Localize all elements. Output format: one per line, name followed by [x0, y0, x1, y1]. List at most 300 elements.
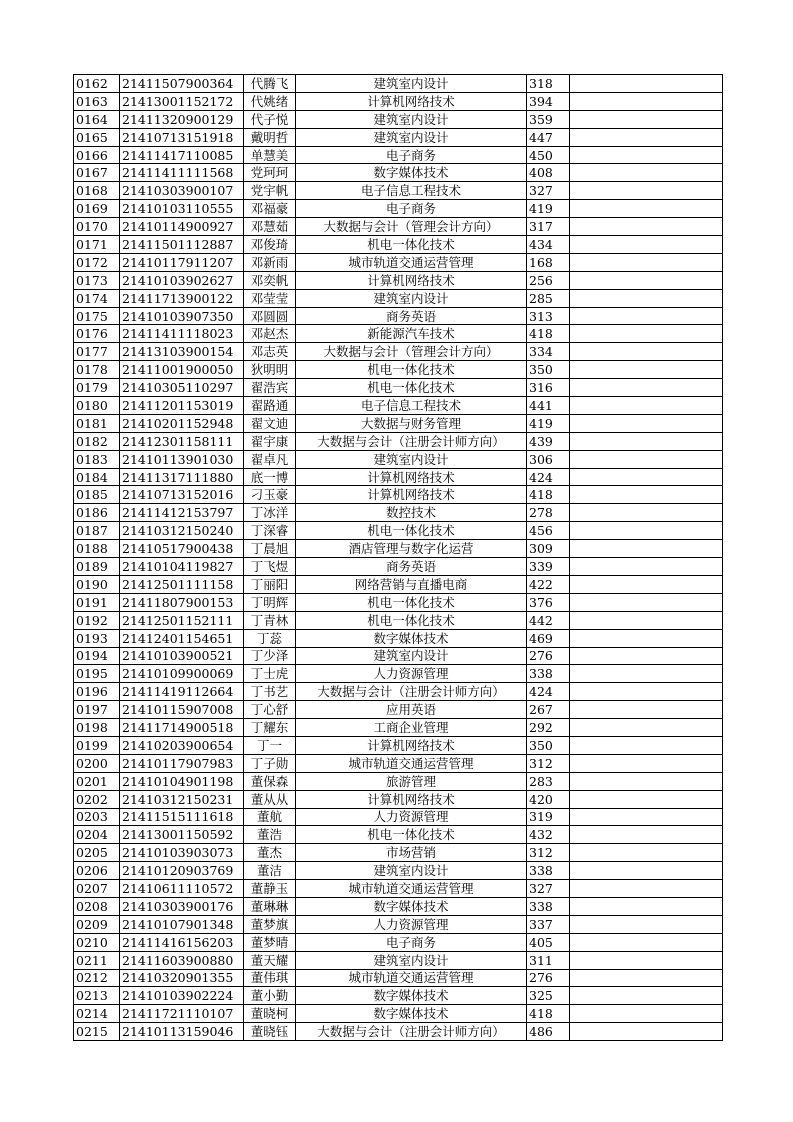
seq-number-cell: 0162: [74, 75, 120, 93]
seq-number-cell: 0180: [74, 397, 120, 415]
table-row: [74, 343, 723, 361]
table-row: [74, 522, 723, 540]
table-row: [74, 915, 723, 933]
major-cell: 大数据与会计（注册会计师方向）: [296, 432, 527, 450]
candidate-id-cell: 21412501152111: [120, 611, 244, 629]
student-name-cell: 董天耀: [244, 951, 296, 969]
candidate-id-cell: 21410103902224: [120, 987, 244, 1005]
table-row: [74, 951, 723, 969]
student-name-cell: 邓志英: [244, 343, 296, 361]
candidate-id-cell: 21411713900122: [120, 289, 244, 307]
seq-number-cell: 0200: [74, 754, 120, 772]
score-cell: 338: [527, 862, 570, 880]
candidate-id-cell: 21413103900154: [120, 343, 244, 361]
note-cell: [570, 719, 723, 737]
table-row: [74, 75, 723, 93]
major-cell: 建筑室内设计: [296, 128, 527, 146]
note-cell: [570, 540, 723, 558]
score-cell: 306: [527, 450, 570, 468]
table-row: [74, 146, 723, 164]
table-row: [74, 683, 723, 701]
table-row: [74, 880, 723, 898]
table-row: [74, 236, 723, 254]
score-cell: 420: [527, 790, 570, 808]
student-name-cell: 翟卓凡: [244, 450, 296, 468]
note-cell: [570, 432, 723, 450]
major-cell: 电子商务: [296, 200, 527, 218]
note-cell: [570, 772, 723, 790]
student-name-cell: 丁明辉: [244, 593, 296, 611]
candidate-id-cell: 21410303900107: [120, 182, 244, 200]
seq-number-cell: 0194: [74, 647, 120, 665]
score-cell: 405: [527, 933, 570, 951]
candidate-id-cell: 21410312150231: [120, 790, 244, 808]
score-cell: 267: [527, 701, 570, 719]
seq-number-cell: 0170: [74, 218, 120, 236]
student-name-cell: 代腾飞: [244, 75, 296, 93]
note-cell: [570, 486, 723, 504]
candidate-id-cell: 21411416156203: [120, 933, 244, 951]
student-name-cell: 丁子勋: [244, 754, 296, 772]
student-name-cell: 董杰: [244, 844, 296, 862]
table-row: [74, 450, 723, 468]
score-cell: 422: [527, 575, 570, 593]
score-cell: 276: [527, 647, 570, 665]
major-cell: 酒店管理与数字化运营: [296, 540, 527, 558]
table-row: [74, 736, 723, 754]
table-row: [74, 969, 723, 987]
note-cell: [570, 951, 723, 969]
candidate-id-cell: 21410103110555: [120, 200, 244, 218]
student-name-cell: 邓福豪: [244, 200, 296, 218]
student-name-cell: 董静玉: [244, 880, 296, 898]
major-cell: 机电一体化技术: [296, 379, 527, 397]
table-row: [74, 1023, 723, 1041]
note-cell: [570, 593, 723, 611]
student-name-cell: 丁青林: [244, 611, 296, 629]
student-name-cell: 董洁: [244, 862, 296, 880]
major-cell: 数控技术: [296, 504, 527, 522]
student-name-cell: 董琳琳: [244, 897, 296, 915]
candidate-id-cell: 21410305110297: [120, 379, 244, 397]
major-cell: 大数据与会计（注册会计师方向）: [296, 683, 527, 701]
seq-number-cell: 0212: [74, 969, 120, 987]
major-cell: 大数据与财务管理: [296, 414, 527, 432]
major-cell: 计算机网络技术: [296, 271, 527, 289]
candidate-id-cell: 21410713151918: [120, 128, 244, 146]
seq-number-cell: 0184: [74, 468, 120, 486]
note-cell: [570, 629, 723, 647]
table-row: [74, 128, 723, 146]
table-body: [74, 75, 723, 1041]
note-cell: [570, 343, 723, 361]
candidate-id-cell: 21410113901030: [120, 450, 244, 468]
student-name-cell: 董梦旗: [244, 915, 296, 933]
score-cell: 327: [527, 182, 570, 200]
major-cell: 建筑室内设计: [296, 450, 527, 468]
table-row: [74, 647, 723, 665]
major-cell: 电子商务: [296, 146, 527, 164]
score-cell: 334: [527, 343, 570, 361]
student-name-cell: 董浩: [244, 826, 296, 844]
major-cell: 电子商务: [296, 933, 527, 951]
major-cell: 城市轨道交通运营管理: [296, 253, 527, 271]
table-row: [74, 414, 723, 432]
candidate-id-cell: 21411001900050: [120, 361, 244, 379]
seq-number-cell: 0182: [74, 432, 120, 450]
candidate-id-cell: 21410713152016: [120, 486, 244, 504]
score-cell: 359: [527, 110, 570, 128]
candidate-id-cell: 21410517900438: [120, 540, 244, 558]
table-row: [74, 933, 723, 951]
note-cell: [570, 379, 723, 397]
score-cell: 283: [527, 772, 570, 790]
student-name-cell: 丁心舒: [244, 701, 296, 719]
major-cell: 网络营销与直播电商: [296, 575, 527, 593]
seq-number-cell: 0203: [74, 808, 120, 826]
score-cell: 424: [527, 468, 570, 486]
seq-number-cell: 0176: [74, 325, 120, 343]
score-cell: 486: [527, 1023, 570, 1041]
note-cell: [570, 253, 723, 271]
seq-number-cell: 0207: [74, 880, 120, 898]
seq-number-cell: 0211: [74, 951, 120, 969]
seq-number-cell: 0189: [74, 558, 120, 576]
score-cell: 312: [527, 754, 570, 772]
note-cell: [570, 397, 723, 415]
candidate-id-cell: 21412401154651: [120, 629, 244, 647]
candidate-id-cell: 21410120903769: [120, 862, 244, 880]
candidate-id-cell: 21410103903073: [120, 844, 244, 862]
candidate-id-cell: 21411317111880: [120, 468, 244, 486]
candidate-id-cell: 21411507900364: [120, 75, 244, 93]
note-cell: [570, 1023, 723, 1041]
seq-number-cell: 0167: [74, 164, 120, 182]
candidate-id-cell: 21410117907983: [120, 754, 244, 772]
note-cell: [570, 915, 723, 933]
table-row: [74, 504, 723, 522]
seq-number-cell: 0198: [74, 719, 120, 737]
seq-number-cell: 0197: [74, 701, 120, 719]
score-cell: 450: [527, 146, 570, 164]
candidate-id-cell: 21411714900518: [120, 719, 244, 737]
table-row: [74, 307, 723, 325]
student-name-cell: 邓俊琦: [244, 236, 296, 254]
table-row: [74, 271, 723, 289]
score-cell: 418: [527, 1005, 570, 1023]
student-name-cell: 邓慧茹: [244, 218, 296, 236]
student-name-cell: 丁耀东: [244, 719, 296, 737]
table-row: [74, 397, 723, 415]
score-cell: 338: [527, 897, 570, 915]
seq-number-cell: 0178: [74, 361, 120, 379]
student-name-cell: 翟路通: [244, 397, 296, 415]
major-cell: 商务英语: [296, 558, 527, 576]
note-cell: [570, 575, 723, 593]
score-cell: 418: [527, 325, 570, 343]
score-cell: 292: [527, 719, 570, 737]
candidate-id-cell: 21410312150240: [120, 522, 244, 540]
table-row: [74, 611, 723, 629]
major-cell: 旅游管理: [296, 772, 527, 790]
major-cell: 应用英语: [296, 701, 527, 719]
major-cell: 数字媒体技术: [296, 629, 527, 647]
candidate-id-cell: 21410114900927: [120, 218, 244, 236]
candidate-id-cell: 21410103902627: [120, 271, 244, 289]
note-cell: [570, 880, 723, 898]
score-cell: 285: [527, 289, 570, 307]
student-name-cell: 丁晨旭: [244, 540, 296, 558]
major-cell: 商务英语: [296, 307, 527, 325]
table-row: [74, 182, 723, 200]
student-name-cell: 董小勤: [244, 987, 296, 1005]
table-row: [74, 468, 723, 486]
student-name-cell: 丁丽阳: [244, 575, 296, 593]
note-cell: [570, 558, 723, 576]
score-cell: 313: [527, 307, 570, 325]
candidate-id-cell: 21411411118023: [120, 325, 244, 343]
table-row: [74, 379, 723, 397]
note-cell: [570, 897, 723, 915]
table-row: [74, 1005, 723, 1023]
seq-number-cell: 0163: [74, 92, 120, 110]
score-cell: 350: [527, 361, 570, 379]
note-cell: [570, 683, 723, 701]
major-cell: 电子信息工程技术: [296, 182, 527, 200]
major-cell: 数字媒体技术: [296, 897, 527, 915]
major-cell: 城市轨道交通运营管理: [296, 969, 527, 987]
major-cell: 机电一体化技术: [296, 826, 527, 844]
table-row: [74, 200, 723, 218]
seq-number-cell: 0195: [74, 665, 120, 683]
major-cell: 数字媒体技术: [296, 987, 527, 1005]
major-cell: 大数据与会计（注册会计师方向）: [296, 1023, 527, 1041]
major-cell: 工商企业管理: [296, 719, 527, 737]
candidate-id-cell: 21410201152948: [120, 414, 244, 432]
seq-number-cell: 0171: [74, 236, 120, 254]
score-cell: 337: [527, 915, 570, 933]
major-cell: 城市轨道交通运营管理: [296, 754, 527, 772]
candidate-id-cell: 21411417110085: [120, 146, 244, 164]
student-name-cell: 董保森: [244, 772, 296, 790]
note-cell: [570, 522, 723, 540]
table-row: [74, 164, 723, 182]
student-name-cell: 邓圆圆: [244, 307, 296, 325]
major-cell: 机电一体化技术: [296, 361, 527, 379]
student-name-cell: 党珂珂: [244, 164, 296, 182]
score-cell: 432: [527, 826, 570, 844]
seq-number-cell: 0210: [74, 933, 120, 951]
student-name-cell: 丁深睿: [244, 522, 296, 540]
major-cell: 人力资源管理: [296, 665, 527, 683]
note-cell: [570, 325, 723, 343]
major-cell: 建筑室内设计: [296, 951, 527, 969]
seq-number-cell: 0215: [74, 1023, 120, 1041]
score-cell: 338: [527, 665, 570, 683]
table-row: [74, 218, 723, 236]
score-cell: 447: [527, 128, 570, 146]
table-row: [74, 844, 723, 862]
note-cell: [570, 808, 723, 826]
student-name-cell: 邓赵杰: [244, 325, 296, 343]
major-cell: 建筑室内设计: [296, 289, 527, 307]
seq-number-cell: 0205: [74, 844, 120, 862]
candidate-id-cell: 21413001150592: [120, 826, 244, 844]
major-cell: 人力资源管理: [296, 808, 527, 826]
score-cell: 319: [527, 808, 570, 826]
note-cell: [570, 164, 723, 182]
score-cell: 325: [527, 987, 570, 1005]
note-cell: [570, 468, 723, 486]
table-row: [74, 593, 723, 611]
score-cell: 168: [527, 253, 570, 271]
student-name-cell: 翟浩宾: [244, 379, 296, 397]
major-cell: 数字媒体技术: [296, 1005, 527, 1023]
student-name-cell: 党宇帆: [244, 182, 296, 200]
student-name-cell: 董从从: [244, 790, 296, 808]
note-cell: [570, 826, 723, 844]
seq-number-cell: 0187: [74, 522, 120, 540]
note-cell: [570, 862, 723, 880]
seq-number-cell: 0168: [74, 182, 120, 200]
note-cell: [570, 361, 723, 379]
major-cell: 建筑室内设计: [296, 75, 527, 93]
admission-score-table: [73, 74, 723, 1041]
major-cell: 建筑室内设计: [296, 862, 527, 880]
candidate-id-cell: 21411201153019: [120, 397, 244, 415]
major-cell: 人力资源管理: [296, 915, 527, 933]
student-name-cell: 狄明明: [244, 361, 296, 379]
table-row: [74, 289, 723, 307]
major-cell: 计算机网络技术: [296, 736, 527, 754]
note-cell: [570, 647, 723, 665]
note-cell: [570, 414, 723, 432]
candidate-id-cell: 21410115907008: [120, 701, 244, 719]
seq-number-cell: 0188: [74, 540, 120, 558]
seq-number-cell: 0202: [74, 790, 120, 808]
student-name-cell: 单慧美: [244, 146, 296, 164]
seq-number-cell: 0209: [74, 915, 120, 933]
student-name-cell: 邓奕帆: [244, 271, 296, 289]
note-cell: [570, 450, 723, 468]
note-cell: [570, 790, 723, 808]
seq-number-cell: 0165: [74, 128, 120, 146]
seq-number-cell: 0190: [74, 575, 120, 593]
student-name-cell: 邓莹莹: [244, 289, 296, 307]
seq-number-cell: 0172: [74, 253, 120, 271]
candidate-id-cell: 21410103907350: [120, 307, 244, 325]
seq-number-cell: 0185: [74, 486, 120, 504]
note-cell: [570, 1005, 723, 1023]
major-cell: 机电一体化技术: [296, 611, 527, 629]
table-row: [74, 540, 723, 558]
student-name-cell: 董伟琪: [244, 969, 296, 987]
table-row: [74, 701, 723, 719]
student-name-cell: 丁少泽: [244, 647, 296, 665]
candidate-id-cell: 21410611110572: [120, 880, 244, 898]
seq-number-cell: 0169: [74, 200, 120, 218]
score-cell: 434: [527, 236, 570, 254]
note-cell: [570, 611, 723, 629]
major-cell: 大数据与会计（管理会计方向）: [296, 343, 527, 361]
seq-number-cell: 0206: [74, 862, 120, 880]
note-cell: [570, 271, 723, 289]
table-row: [74, 629, 723, 647]
candidate-id-cell: 21411501112887: [120, 236, 244, 254]
table-row: [74, 110, 723, 128]
candidate-id-cell: 21411320900129: [120, 110, 244, 128]
note-cell: [570, 754, 723, 772]
seq-number-cell: 0199: [74, 736, 120, 754]
candidate-id-cell: 21410109900069: [120, 665, 244, 683]
student-name-cell: 董晓柯: [244, 1005, 296, 1023]
note-cell: [570, 969, 723, 987]
note-cell: [570, 665, 723, 683]
candidate-id-cell: 21410203900654: [120, 736, 244, 754]
score-cell: 327: [527, 880, 570, 898]
student-name-cell: 戴明哲: [244, 128, 296, 146]
score-cell: 456: [527, 522, 570, 540]
table-row: [74, 558, 723, 576]
major-cell: 新能源汽车技术: [296, 325, 527, 343]
seq-number-cell: 0204: [74, 826, 120, 844]
seq-number-cell: 0186: [74, 504, 120, 522]
candidate-id-cell: 21412501111158: [120, 575, 244, 593]
major-cell: 机电一体化技术: [296, 522, 527, 540]
score-cell: 441: [527, 397, 570, 415]
seq-number-cell: 0177: [74, 343, 120, 361]
note-cell: [570, 146, 723, 164]
candidate-id-cell: 21411411111568: [120, 164, 244, 182]
student-name-cell: 代姚绪: [244, 92, 296, 110]
score-cell: 439: [527, 432, 570, 450]
major-cell: 计算机网络技术: [296, 468, 527, 486]
score-cell: 316: [527, 379, 570, 397]
score-cell: 256: [527, 271, 570, 289]
table-row: [74, 862, 723, 880]
candidate-id-cell: 21410113159046: [120, 1023, 244, 1041]
score-cell: 312: [527, 844, 570, 862]
major-cell: 城市轨道交通运营管理: [296, 880, 527, 898]
student-name-cell: 翟文迪: [244, 414, 296, 432]
score-cell: 278: [527, 504, 570, 522]
seq-number-cell: 0174: [74, 289, 120, 307]
score-cell: 394: [527, 92, 570, 110]
candidate-id-cell: 21411603900880: [120, 951, 244, 969]
score-cell: 419: [527, 414, 570, 432]
seq-number-cell: 0179: [74, 379, 120, 397]
seq-number-cell: 0181: [74, 414, 120, 432]
note-cell: [570, 218, 723, 236]
seq-number-cell: 0164: [74, 110, 120, 128]
candidate-id-cell: 21410107901348: [120, 915, 244, 933]
student-name-cell: 丁蕊: [244, 629, 296, 647]
table-row: [74, 575, 723, 593]
seq-number-cell: 0193: [74, 629, 120, 647]
major-cell: 市场营销: [296, 844, 527, 862]
student-name-cell: 丁士虎: [244, 665, 296, 683]
score-cell: 419: [527, 200, 570, 218]
note-cell: [570, 75, 723, 93]
seq-number-cell: 0201: [74, 772, 120, 790]
score-cell: 418: [527, 486, 570, 504]
table-row: [74, 754, 723, 772]
seq-number-cell: 0213: [74, 987, 120, 1005]
student-name-cell: 董航: [244, 808, 296, 826]
seq-number-cell: 0183: [74, 450, 120, 468]
table-row: [74, 253, 723, 271]
seq-number-cell: 0214: [74, 1005, 120, 1023]
